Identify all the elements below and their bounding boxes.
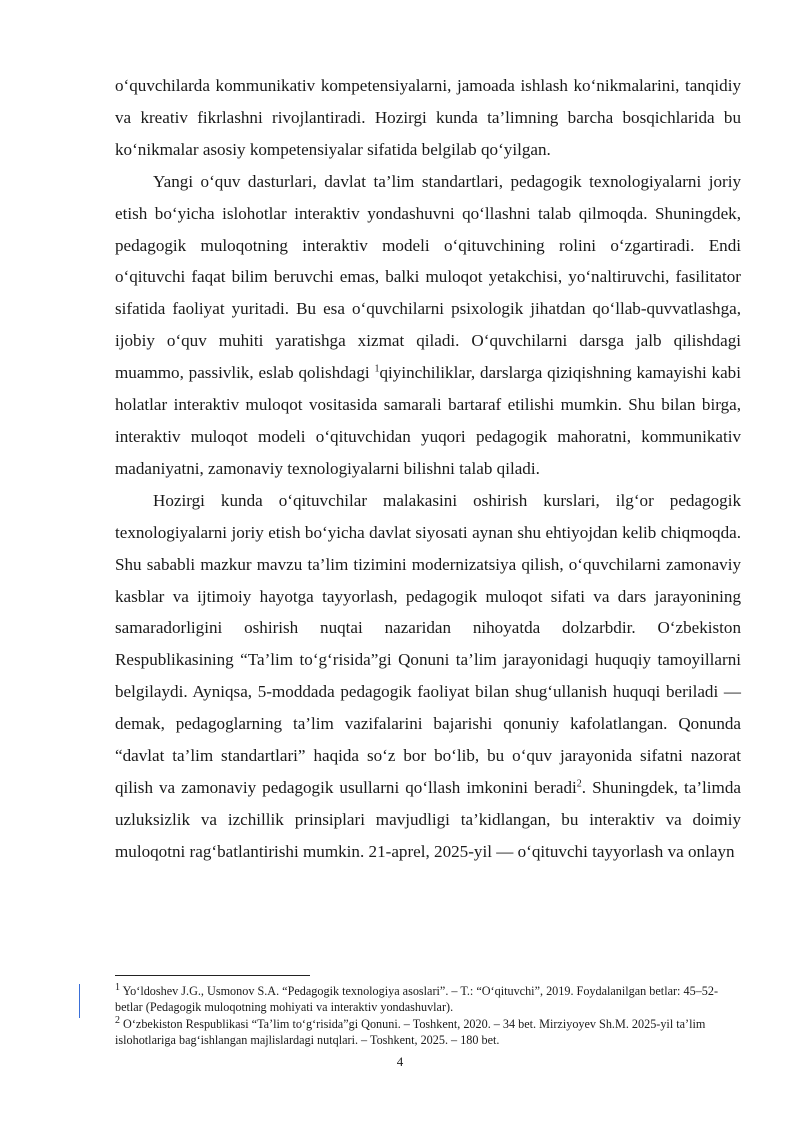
footnote-separator xyxy=(115,975,310,976)
paragraph-1: o‘quvchilarda kommunikativ kompetensiyalarni, jamoada ishlash ko‘nikmalarini, tanqidiy va kreativ fikrlashni rivojlantiradi. Hozirgi kunda ta’limning barcha bosqichlarida bu ko‘nikmalar asosiy kompetensiyalar sifatida belgilab qo‘yilgan. xyxy=(115,76,741,159)
page-number: 4 xyxy=(396,1054,404,1069)
footnote-2-text: O‘zbekiston Respublikasi “Ta’lim to‘g‘risida”gi Qonuni. – Toshkent, 2020. – 34 bet. Mirziyoyev Sh.M. 2025-yil ta’lim islohotlariga bag‘ishlangan majlislardagi nutqlari. – Toshkent, 2025. – 180 bet. xyxy=(115,1016,706,1048)
paragraph-2-part-2: qiyinchiliklar, darslarga qiziqishning kamayishi kabi holatlar interaktiv muloqot vositasida samarali bartaraf etilishi mumkin. Shu bilan birga, interaktiv muloqot modeli o‘qituvchidan yuqori pedagogik mahoratni, kommunikativ madaniyatni, zamonaviy texnologiyalarni bilishni talab qiladi. xyxy=(115,363,741,478)
footnote-reference-1[interactable]: 1 xyxy=(374,363,380,375)
paragraph-3-part-2: . Shuningdek, ta’limda uzluksizlik va izchillik prinsiplari mavjudligi ta’kidlangan, bu interaktiv va doimiy muloqotni rag‘batlantirishi mumkin. 21-aprel, 2025-yil — o‘qituvchi tayyorlash va onlayn xyxy=(115,777,741,861)
paragraph-3 xyxy=(115,485,741,868)
footnote-1-text: Yo‘ldoshev J.G., Usmonov S.A. “Pedagogik texnologiya asoslari”. – T.: “O‘qituvchi”, 2019. Foydalanilgan betlar: 45–52-betlar (Pedagogik muloqotning mohiyati va interaktiv yondashuvlar). xyxy=(115,984,719,1015)
paragraph-2-part-1: Yangi o‘quv dasturlari, davlat ta’lim standartlari, pedagogik texnologiyalarni joriy etish bo‘yicha islohotlar interaktiv yondashuvni qo‘llashni talab qilmoqda. Shuningdek, pedagogik muloqotning interaktiv modeli o‘qituvchining rolini o‘zgartiradi. Endi o‘qituvchi faqat bilim beruvchi emas, balki muloqot yetakchisi, yo‘naltiruvchi, fasilitator sifatida faoliyat yuritadi. Bu esa o‘quvchilarni psixologik jihatdan qo‘llab-quvvatlashga, ijobiy o‘quv muhiti yaratishga xizmat qiladi. O‘quvchilarni darsga jalb qilishdagi muammo, passivlik, eslab qolishdagi xyxy=(115,171,741,383)
paragraph-3-part-1: Hozirgi kunda o‘qituvchilar malakasini oshirish kurslari, ilg‘or pedagogik texnologiyalarni joriy etish bo‘yicha davlat siyosati aynan shu ehtiyojdan kelib chiqmoqda. Shu sababli mazkur mavzu ta’lim tizimini modernizatsiya qilish, o‘quvchilarni zamonaviy kasblar va ijtimoiy hayotga tayyorlash, pedagogik muloqot sifati va dars jarayonining samaradorligini oshirish nuqtai nazaridan nihoyatda dolzarbdir. O‘zbekiston Respublikasining “Ta’lim to‘g‘risida”gi Qonuni ta’lim jarayonidagi huquqiy tamoyillarni belgilaydi. Ayniqsa, 5-moddada pedagogik faoliyat bilan shug‘ullanish huquqi beriladi — demak, pedagoglarning ta’lim vazifalarini bajarishi qonuniy kafolatlangan. Qonunda “davlat ta’lim standartlari” haqida so‘z bor bo‘lib, bu o‘quv jarayonida sifatni nazorat qilish va zamonaviy pedagogik usullarni qo‘llash imkonini beradi xyxy=(115,490,741,797)
footnote-reference-2[interactable]: 2 xyxy=(576,778,582,790)
footnote-2 xyxy=(115,1016,745,1049)
footnotes xyxy=(115,983,745,1049)
change-bar xyxy=(79,984,80,1018)
body-text xyxy=(115,70,741,868)
footnote-1 xyxy=(115,983,745,1016)
footnote-mark-1: 1 xyxy=(115,981,120,993)
footnote-mark-2: 2 xyxy=(115,1014,120,1026)
paragraph-2 xyxy=(115,166,741,485)
